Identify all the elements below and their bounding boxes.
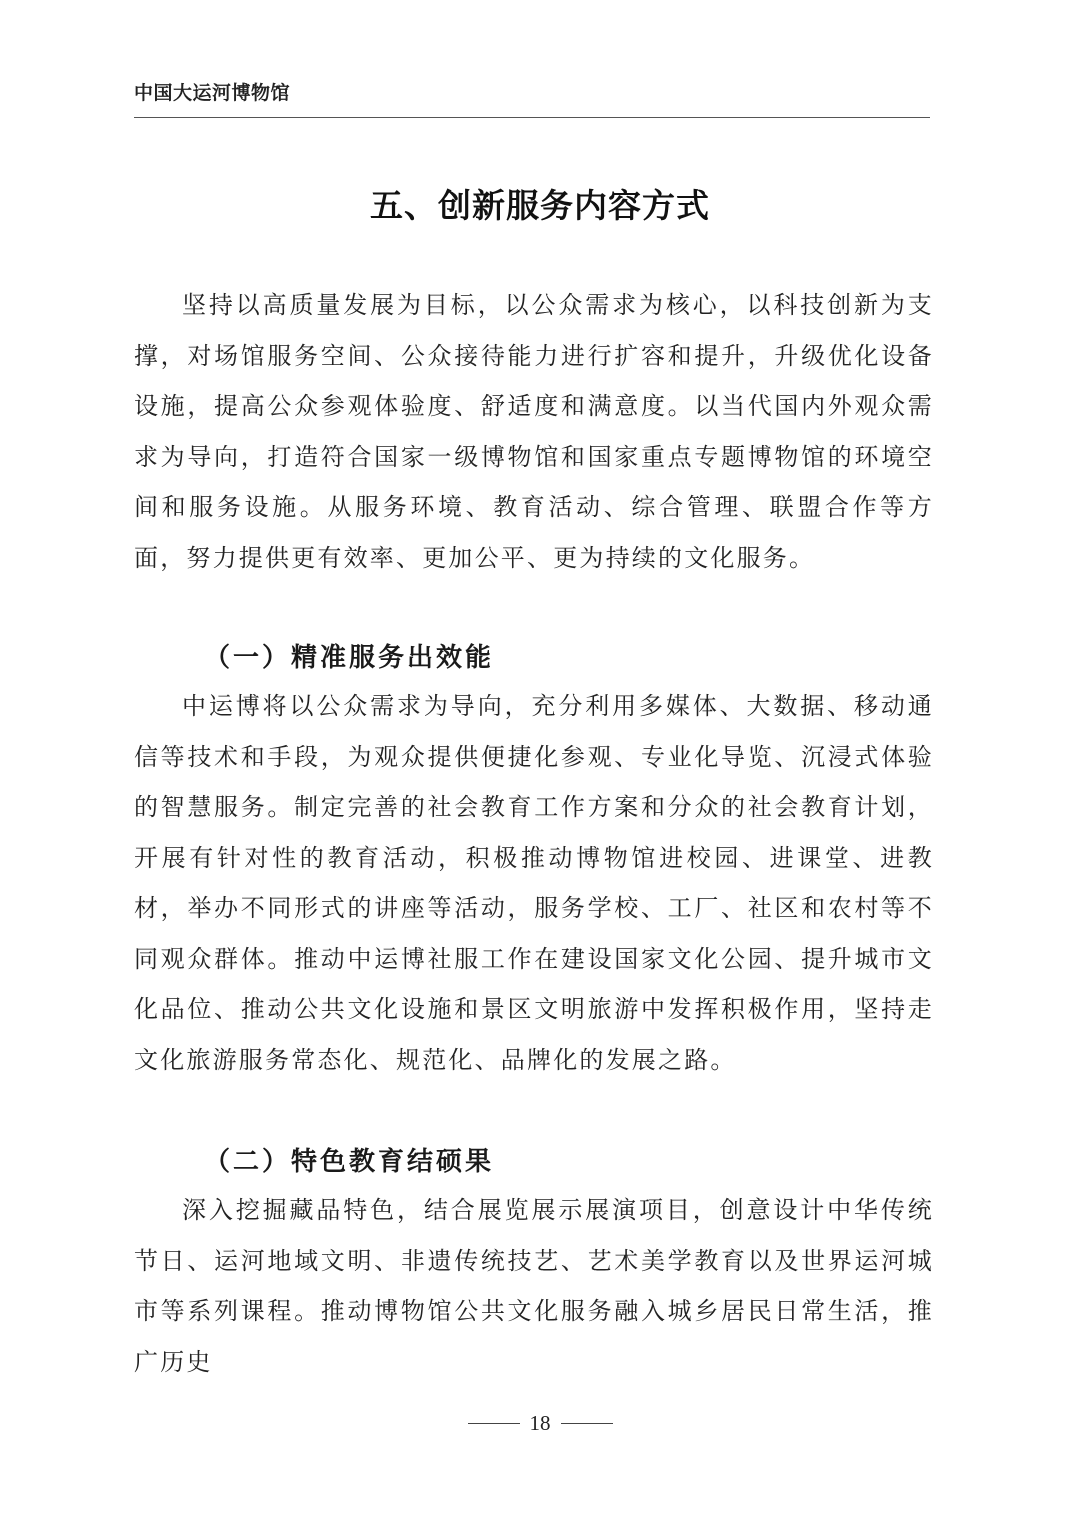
header-divider <box>134 117 930 118</box>
running-header: 中国大运河博物馆 <box>134 82 291 104</box>
subsection-heading-2: （二）特色教育结硕果 <box>204 1147 495 1177</box>
subsection-body-2: 深入挖掘藏品特色，结合展览展示展演项目，创意设计中华传统节日、运河地域文明、非遗传统技艺、艺术美学教育以及世界运河城市等系列课程。推动博物馆公共文化服务融入城乡居民日常生活，推广历史 <box>134 1196 934 1376</box>
page-footer <box>0 1408 1080 1438</box>
subsection-body-1: 中运博将以公众需求为导向，充分利用多媒体、大数据、移动通信等技术和手段，为观众提供便捷化参观、专业化导览、沉浸式体验的智慧服务。制定完善的社会教育工作方案和分众的社会教育计划，开展有针对性的教育活动，积极推动博物馆进校园、进课堂、进教材，举办不同形式的讲座等活动，服务学校、工厂、社区和农村等不同观众群体。推动中运博社服工作在建设国家文化公园、提升城市文化品位、推动公共文化设施和景区文明旅游中发挥积极作用，坚持走文化旅游服务常态化、规范化、品牌化的发展之路。 <box>134 692 934 1074</box>
page-number: 18 <box>529 1410 551 1435</box>
subsection-heading-1: （一）精准服务出效能 <box>204 643 495 673</box>
intro-paragraph: 坚持以高质量发展为目标，以公众需求为核心，以科技创新为支撑，对场馆服务空间、公众接待能力进行扩容和提升，升级优化设备设施，提高公众参观体验度、舒适度和满意度。以当代国内外观众需求为导向，打造符合国家一级博物馆和国家重点专题博物馆的环境空间和服务设施。从服务环境、教育活动、综合管理、联盟合作等方面，努力提供更有效率、更加公平、更为持续的文化服务。 <box>134 291 934 572</box>
section-title: 五、创新服务内容方式 <box>370 186 710 225</box>
footer-rule-left <box>468 1423 520 1424</box>
footer-rule-right <box>561 1423 613 1424</box>
